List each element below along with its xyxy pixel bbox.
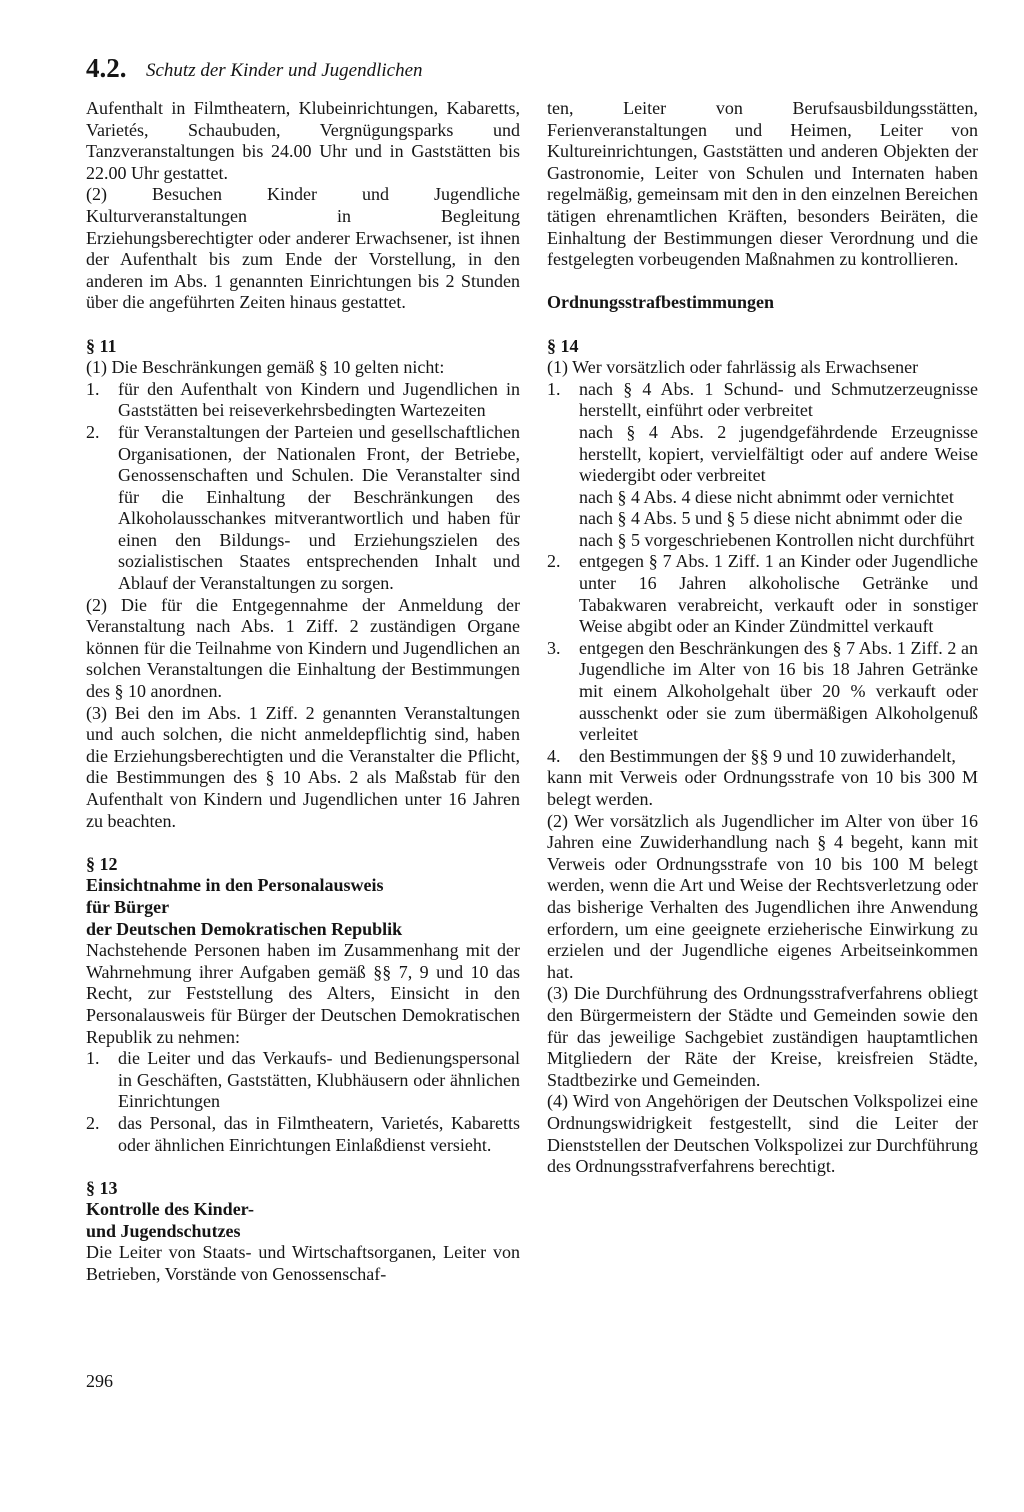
p11-abs3: (3) Bei den im Abs. 1 Ziff. 2 genannten Veranstaltungen und auch solchen, die nicht anmeldepflichtig sind, haben die Erziehungsberechtigten und die Veranstalter die Pflicht, die Bestimmungen des § 10 Abs. 2 als Maßstab für den Aufenthalt von Kindern und Jugendlichen unter 16 Jahren zu beachten.: [86, 702, 520, 831]
p13-title: Kontrolle des Kinder-: [86, 1199, 254, 1220]
list-text: die Leiter und das Verkaufs- und Bedienungspersonal in Geschäften, Gaststätten, Klubhäusern oder ähnlichen Einrichtungen: [118, 1048, 520, 1112]
right-column: [547, 98, 978, 1178]
list-text: für Veranstaltungen der Parteien und gesellschaftlichen Organisationen, der Nationalen Front, der Betriebe, Genossenschaften und Schulen. Die Veranstalter sind für die Einhaltung der Beschränkungen des Alkoholausschankes mitverantwortlich und haben für einen den Bildungs- und Erziehungszielen des sozialistischen Staates entsprechenden Inhalt und Ablauf der Veranstaltungen zu sorgen.: [118, 421, 520, 594]
p14-abs1-intro: (1) Wer vorsätzlich oder fahrlässig als Erwachsener: [547, 357, 919, 378]
section-title: Schutz der Kinder und Jugendlichen: [146, 60, 423, 81]
p10-abs2: (2) Besuchen Kinder und Jugendliche Kulturveranstaltungen in Begleitung Erziehungsberechtigter oder anderer Erwachsener, ist ihnen der Aufenthalt bis zum Ende der Vorstellung, in den anderen im Abs. 1 genannten Einrichtungen bis 2 Stunden über die angeführten Zeiten hinaus gestattet.: [86, 184, 520, 313]
p12-title: der Deutschen Demokratischen Republik: [86, 918, 403, 939]
p14-abs4: (4) Wird von Angehörigen der Deutschen Volkspolizei eine Ordnungswidrigkeit festgestellt, sind die Leiter der Dienststellen der Deutschen Volkspolizei zur Durchführung des Ordnungsstrafverfahrens berechtigt.: [547, 1091, 978, 1177]
running-header: [86, 50, 506, 90]
p13-title: und Jugendschutzes: [86, 1220, 241, 1241]
list-number: 2.: [86, 1112, 100, 1133]
list-subitem: nach § 5 vorgeschriebenen Kontrollen nicht durchführt: [579, 529, 975, 550]
p14-abs1-closing: kann mit Verweis oder Ordnungsstrafe von 10 bis 300 M belegt werden.: [547, 767, 978, 809]
p11-heading: § 11: [86, 335, 117, 356]
list-number: 4.: [547, 745, 561, 766]
p13-heading: § 13: [86, 1177, 118, 1198]
list-item: [547, 638, 978, 746]
p13-text-start: Die Leiter von Staats- und Wirtschaftsorganen, Leiter von Betrieben, Vorstände von Genossenschaf-: [86, 1242, 520, 1285]
p14-heading: § 14: [547, 335, 579, 356]
list-text: entgegen den Beschränkungen des § 7 Abs. 1 Ziff. 2 an Jugendliche im Alter von 16 bis 18 Jahren Getränke mit einem Alkoholgehalt über 20 % verkauft oder ausschenkt oder sie zum übermäßigen Alkoholgenuß verleitet: [579, 637, 978, 745]
list-number: 2.: [86, 421, 100, 442]
p14-abs2: (2) Wer vorsätzlich als Jugendlicher im Alter von über 16 Jahren eine Zuwiderhandlung nach § 4 begeht, kann mit Verweis oder Ordnungsstrafe von 10 bis 100 M belegt werden, wenn die Art und Weise der Rechtsverletzung oder das bisherige Verhalten des Jugendlichen ihre Anwendung erfordern, um eine geeignete erzieherische Einwirkung zu erzielen und der Jugendliche eigenes Arbeitseinkommen hat.: [547, 810, 978, 982]
p12-title: Einsichtnahme in den Personalausweis: [86, 875, 384, 896]
p12-title: für Bürger: [86, 896, 170, 917]
list-number: 3.: [547, 637, 561, 658]
p11-abs1-intro: (1) Die Beschränkungen gemäß § 10 gelten nicht:: [86, 357, 445, 378]
list-item: [547, 746, 978, 768]
list-text: nach § 4 Abs. 1 Schund- und Schmutzerzeugnisse herstellt, einführt oder verbreitet: [579, 378, 978, 421]
list-subitem: nach § 4 Abs. 5 und § 5 diese nicht abnimmt oder die: [579, 508, 963, 529]
intro-continuation: Aufenthalt in Filmtheatern, Klubeinrichtungen, Kabaretts, Varietés, Schaubuden, Vergnügungsparks und Tanzveranstaltungen bis 24.00 Uhr und in Gaststätten bis 22.00 Uhr gestattet.: [86, 98, 520, 183]
list-text: entgegen § 7 Abs. 1 Ziff. 1 an Kinder oder Jugendliche unter 16 Jahren alkoholische Getränke und Tabakwaren verabreicht, verkauft oder in sonstiger Weise abgibt oder an Kinder Zündmittel verkauft: [579, 551, 978, 637]
p13-continuation: ten, Leiter von Berufsausbildungsstätten, Ferienveranstaltungen und Heimen, Leiter von Kultureinrichtungen, Gaststätten und anderen Objekten der Gastronomie, Leiter von Schulen und Internaten haben regelmäßig, gemeinsam mit den in den einzelnen Bereichen tätigen ehrenamtlichen Kräften, besonders Beiräten, die Einhaltung der Bestimmungen dieser Verordnung und die festgelegten vorbeugenden Maßnahmen zu kontrollieren.: [547, 98, 978, 270]
left-column: [86, 98, 520, 1286]
section-number: 4.2.: [86, 53, 127, 83]
list-item: [86, 1048, 520, 1113]
p14-abs3: (3) Die Durchführung des Ordnungsstrafverfahrens obliegt den Bürgermeistern der Städte und Gemeinden sowie den für das jeweilige Sachgebiet zuständigen hauptamtlichen Mitgliedern der Räte der Kreise, kreisfreien Städte, Stadtbezirke und Gemeinden.: [547, 983, 978, 1090]
list-text: für den Aufenthalt von Kindern und Jugendlichen in Gaststätten bei reiseverkehrsbedingten Wartezeiten: [118, 378, 520, 421]
p12-intro: Nachstehende Personen haben im Zusammenhang mit der Wahrnehmung ihrer Aufgaben gemäß §§ 7, 9 und 10 das Recht, zur Feststellung des Alters, Einsicht in den Personalausweis für Bürger der Deutschen Demokratischen Republik zu nehmen:: [86, 940, 520, 1047]
list-item: [86, 379, 520, 422]
list-item: [86, 1113, 520, 1156]
list-item: [547, 379, 978, 422]
list-number: 1.: [547, 378, 561, 399]
list-number: 2.: [547, 551, 561, 572]
list-number: 1.: [86, 1048, 100, 1069]
page-number: 296: [86, 1371, 113, 1391]
list-item: [86, 422, 520, 595]
ordnung-heading: Ordnungsstrafbestimmungen: [547, 292, 775, 313]
list-subitem: nach § 4 Abs. 2 jugendgefährdende Erzeugnisse herstellt, kopiert, vervielfältigt oder auf andere Weise wiedergibt oder verbreitet: [579, 421, 978, 486]
p12-heading: § 12: [86, 853, 118, 874]
list-subitem: nach § 4 Abs. 4 diese nicht abnimmt oder vernichtet: [579, 486, 954, 507]
list-text: den Bestimmungen der §§ 9 und 10 zuwiderhandelt,: [579, 745, 956, 766]
list-number: 1.: [86, 378, 100, 399]
list-item: [547, 551, 978, 637]
p11-abs2: (2) Die für die Entgegennahme der Anmeldung der Veranstaltung nach Abs. 1 Ziff. 2 zuständigen Organe können für die Teilnahme von Kindern und Jugendlichen an solchen Veranstaltungen die Einhaltung der Bestimmungen des § 10 anordnen.: [86, 594, 520, 702]
list-text: das Personal, das in Filmtheatern, Varietés, Kabaretts oder ähnlichen Einrichtungen Einlaßdienst versieht.: [118, 1112, 520, 1155]
